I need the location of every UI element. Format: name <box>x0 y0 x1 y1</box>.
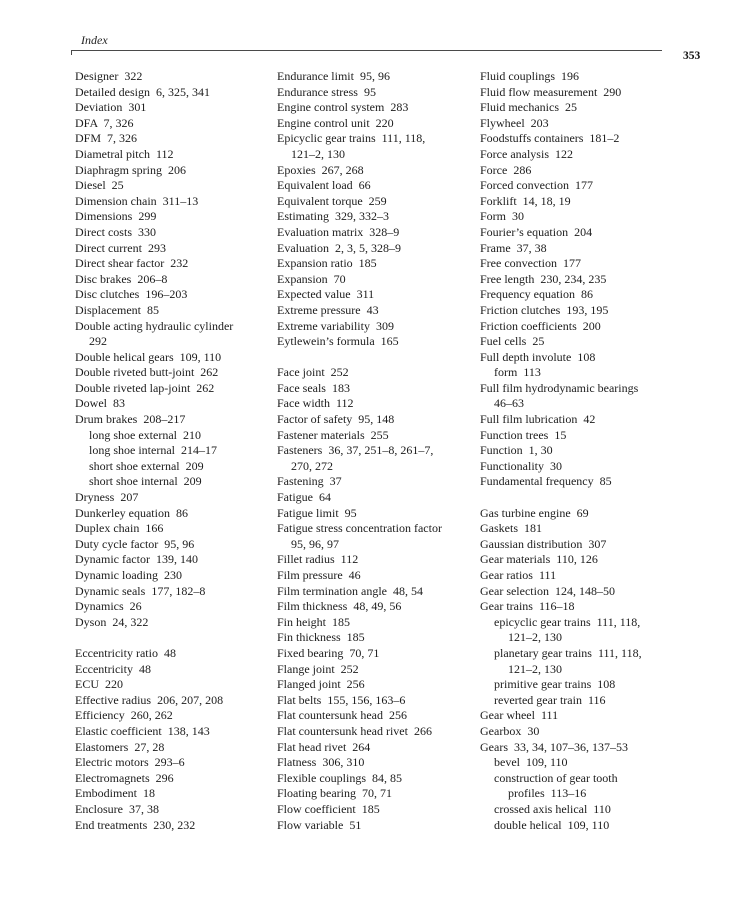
index-entry: Electromagnets 296 <box>75 770 174 785</box>
index-entry: Function trees 15 <box>480 427 567 442</box>
index-entry: Dryness 207 <box>75 490 139 505</box>
index-entry: Friction clutches 193, 195 <box>480 302 609 317</box>
index-entry: Engine control system 283 <box>277 100 409 115</box>
index-entry: Fundamental frequency 85 <box>480 474 612 489</box>
index-entry: Epoxies 267, 268 <box>277 162 364 177</box>
index-entry: Direct current 293 <box>75 240 166 255</box>
index-entry: form 113 <box>494 365 541 380</box>
index-entry: Direct shear factor 232 <box>75 256 189 271</box>
index-entry: Diaphragm spring 206 <box>75 162 186 177</box>
index-entry: Flatness 306, 310 <box>277 755 365 770</box>
index-entry: Equivalent load 66 <box>277 178 371 193</box>
index-entry: profiles 113–16 <box>508 786 587 801</box>
index-entry: primitive gear trains 108 <box>494 677 616 692</box>
index-column <box>480 69 675 833</box>
index-entry: Floating bearing 70, 71 <box>277 786 392 801</box>
index-entry: Embodiment 18 <box>75 786 155 801</box>
index-entry: Gear ratios 111 <box>480 568 557 582</box>
index-entry: Detailed design 6, 325, 341 <box>75 84 210 99</box>
index-entry: Face seals 183 <box>277 380 350 395</box>
index-entry: Drum brakes 208–217 <box>75 412 186 427</box>
index-entry: Gearbox 30 <box>480 723 540 738</box>
index-entry: Face joint 252 <box>277 365 349 380</box>
index-entry: Expansion ratio 185 <box>277 256 377 271</box>
index-entry: Frequency equation 86 <box>480 287 593 302</box>
index-entry: Gears 33, 34, 107–36, 137–53 <box>480 739 628 754</box>
index-entry: 292 <box>89 334 107 349</box>
index-entry: Flywheel 203 <box>480 115 549 130</box>
index-entry: Factor of safety 95, 148 <box>277 412 395 427</box>
index-entry: Gear materials 110, 126 <box>480 552 598 567</box>
index-entry: Fatigue stress concentration factor <box>277 521 442 536</box>
index-entry: Equivalent torque 259 <box>277 193 387 208</box>
index-entry: 95, 96, 97 <box>291 536 339 551</box>
index-entry: Dimension chain 311–13 <box>75 193 199 208</box>
index-entry: Disc brakes 206–8 <box>75 271 168 286</box>
index-entry: Functionality 30 <box>480 458 562 473</box>
index-entry: Film thickness 48, 49, 56 <box>277 599 402 614</box>
page-number: 353 <box>683 50 701 62</box>
index-entry: Fin height 185 <box>277 614 351 629</box>
index-entry: Duplex chain 166 <box>75 521 164 536</box>
index-entry: crossed axis helical 110 <box>494 801 611 816</box>
index-entry: Double riveted butt-joint 262 <box>75 365 219 380</box>
index-entry: short shoe external 209 <box>89 458 204 473</box>
index-entry: Gear trains 116–18 <box>480 599 575 614</box>
index-entry: DFM 7, 326 <box>75 131 138 146</box>
index-entry: Fuel cells 25 <box>480 334 545 349</box>
index-entry: double helical 109, 110 <box>494 817 610 832</box>
index-entry: Disc clutches 196–203 <box>75 287 188 302</box>
index-entry: Free length 230, 234, 235 <box>480 271 607 286</box>
index-entry: Estimating 329, 332–3 <box>277 209 389 224</box>
index-entry: Flat head rivet 264 <box>277 739 371 754</box>
index-entry: Free convection 177 <box>480 256 581 271</box>
index-entry: Fluid couplings 196 <box>480 69 580 83</box>
index-entry: Eytlewein’s formula 165 <box>277 334 399 349</box>
index-entry: Epicyclic gear trains 111, 118, <box>277 131 426 146</box>
index-entry: Efficiency 260, 262 <box>75 708 173 723</box>
index-entry: planetary gear trains 111, 118, <box>494 645 642 660</box>
header-rule <box>71 50 662 51</box>
index-entry: Endurance limit 95, 96 <box>277 69 390 83</box>
index-entry: short shoe internal 209 <box>89 474 202 489</box>
index-entry: Fluid flow measurement 290 <box>480 84 622 99</box>
index-entry: ECU 220 <box>75 677 123 692</box>
index-column <box>75 69 273 833</box>
index-entry: Fastening 37 <box>277 474 342 489</box>
index-entry: Double acting hydraulic cylinder <box>75 318 234 333</box>
index-entry: Forced convection 177 <box>480 178 593 193</box>
index-entry: Full film lubrication 42 <box>480 412 596 427</box>
index-entry: Gear wheel 111 <box>480 708 559 723</box>
index-entry: Evaluation matrix 328–9 <box>277 224 400 239</box>
index-entry: Flanged joint 256 <box>277 677 365 692</box>
index-entry: Fillet radius 112 <box>277 552 359 567</box>
index-entry: Flat countersunk head rivet 266 <box>277 723 432 738</box>
index-entry: Fasteners 36, 37, 251–8, 261–7, <box>277 443 434 458</box>
index-entry: Dynamic seals 177, 182–8 <box>75 583 206 598</box>
index-entry: reverted gear train 116 <box>494 692 606 707</box>
index-entry: Double riveted lap-joint 262 <box>75 380 215 395</box>
index-entry: Dyson 24, 322 <box>75 614 149 629</box>
index-entry: Full film hydrodynamic bearings <box>480 380 639 395</box>
index-entry: Flat belts 155, 156, 163–6 <box>277 692 406 707</box>
index-entry: Fin thickness 185 <box>277 630 365 645</box>
index-entry: Expansion 70 <box>277 271 346 286</box>
index-entry: Forklift 14, 18, 19 <box>480 193 571 208</box>
index-entry: Eccentricity 48 <box>75 661 151 676</box>
index-entry: Gear selection 124, 148–50 <box>480 583 615 598</box>
index-entry: Dynamic loading 230 <box>75 568 182 582</box>
index-entry: Force analysis 122 <box>480 146 573 161</box>
index-entry: Eccentricity ratio 48 <box>75 645 176 660</box>
index-entry: 121–2, 130 <box>508 630 562 645</box>
index-entry: Film pressure 46 <box>277 568 361 582</box>
index-entry: Elastomers 27, 28 <box>75 739 165 754</box>
index-entry: Flow variable 51 <box>277 817 362 832</box>
index-entry: Extreme pressure 43 <box>277 302 379 317</box>
index-entry: Fourier’s equation 204 <box>480 224 593 239</box>
index-entry: Elastic coefficient 138, 143 <box>75 723 210 738</box>
index-column <box>277 69 477 833</box>
index-entry: 121–2, 130 <box>508 661 562 676</box>
index-entry: Fixed bearing 70, 71 <box>277 645 380 660</box>
index-entry: bevel 109, 110 <box>494 755 568 770</box>
index-entry: 270, 272 <box>291 458 333 473</box>
index-entry: Expected value 311 <box>277 287 375 302</box>
index-entry: Double helical gears 109, 110 <box>75 349 222 364</box>
index-entry: 121–2, 130 <box>291 146 345 161</box>
index-entry: End treatments 230, 232 <box>75 817 196 832</box>
index-entry: Dimensions 299 <box>75 209 157 224</box>
index-entry: Force 286 <box>480 162 532 177</box>
index-entry: Effective radius 206, 207, 208 <box>75 692 224 707</box>
index-entry: Frame 37, 38 <box>480 240 547 255</box>
index-entry: Displacement 85 <box>75 302 159 317</box>
index-entry: Full depth involute 108 <box>480 349 596 364</box>
index-entry: Face width 112 <box>277 396 354 411</box>
index-entry: DFA 7, 326 <box>75 115 134 130</box>
index-entry: Dynamics 26 <box>75 599 142 614</box>
index-entry: Extreme variability 309 <box>277 318 394 333</box>
index-entry: Evaluation 2, 3, 5, 328–9 <box>277 240 401 255</box>
index-entry: Gas turbine engine 69 <box>480 505 589 520</box>
index-entry: Flexible couplings 84, 85 <box>277 770 402 785</box>
index-entry: Function 1, 30 <box>480 443 553 458</box>
index-entry: Direct costs 330 <box>75 224 156 239</box>
index-entry: Gaussian distribution 307 <box>480 536 607 551</box>
index-entry: long shoe internal 214–17 <box>89 443 217 458</box>
index-entry: Diesel 25 <box>75 178 124 193</box>
index-entry: Designer 322 <box>75 69 143 83</box>
index-entry: Flow coefficient 185 <box>277 801 380 816</box>
index-entry: Dunkerley equation 86 <box>75 505 188 520</box>
index-entry: construction of gear tooth <box>494 770 618 785</box>
index-entry: Diametral pitch 112 <box>75 146 174 161</box>
index-entry: Film termination angle 48, 54 <box>277 583 423 598</box>
index-entry: Fastener materials 255 <box>277 427 389 442</box>
index-entry: Fluid mechanics 25 <box>480 100 577 115</box>
index-entry: Form 30 <box>480 209 525 224</box>
index-entry: 46–63 <box>494 396 524 411</box>
index-entry: Foodstuffs containers 181–2 <box>480 131 620 146</box>
index-entry: epicyclic gear trains 111, 118, <box>494 614 641 629</box>
running-head: Index <box>81 33 108 47</box>
index-entry: Gaskets 181 <box>480 521 542 536</box>
index-entry: Duty cycle factor 95, 96 <box>75 536 195 551</box>
index-entry: Enclosure 37, 38 <box>75 801 159 816</box>
index-entry: Friction coefficients 200 <box>480 318 601 333</box>
index-entry: Deviation 301 <box>75 100 147 115</box>
index-entry: Fatigue limit 95 <box>277 505 357 520</box>
index-entry: Electric motors 293–6 <box>75 755 185 770</box>
index-entry: Flat countersunk head 256 <box>277 708 407 723</box>
index-entry: long shoe external 210 <box>89 427 201 442</box>
index-entry: Flange joint 252 <box>277 661 359 676</box>
index-entry: Endurance stress 95 <box>277 84 376 99</box>
index-entry: Dowel 83 <box>75 396 125 411</box>
index-entry: Engine control unit 220 <box>277 115 394 130</box>
index-entry: Dynamic factor 139, 140 <box>75 552 198 567</box>
index-entry: Fatigue 64 <box>277 490 331 505</box>
